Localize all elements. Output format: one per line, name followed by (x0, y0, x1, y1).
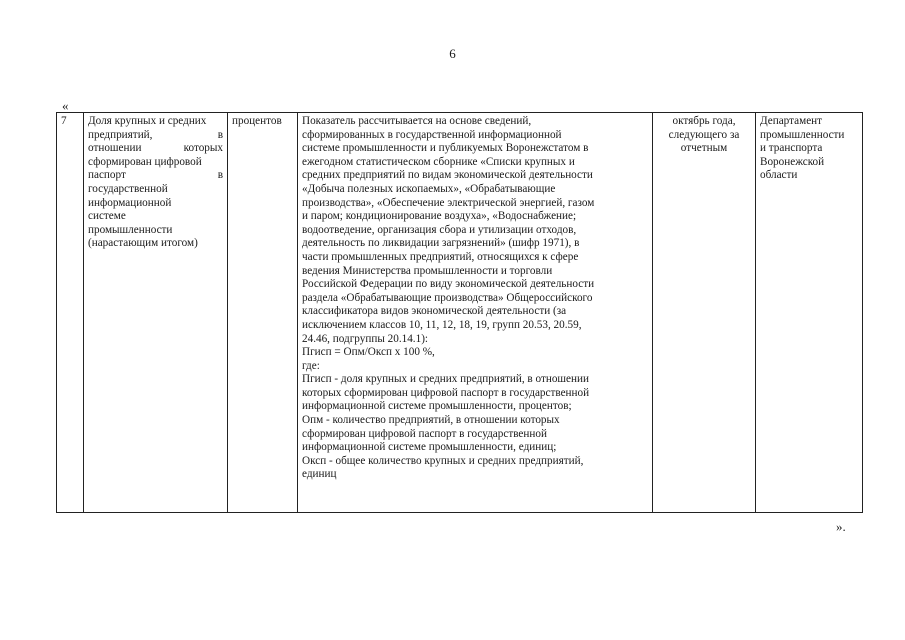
indicator-name-line (88, 142, 223, 156)
methodology-line: сформирован цифровой паспорт в государственной (302, 427, 547, 440)
methodology-line: водоотведение, организация сбора и утилизации отходов, (302, 223, 577, 236)
methodology-line: где: (302, 359, 320, 372)
responsible-line: Воронежской (760, 155, 825, 168)
indicator-name-word: которых (183, 142, 223, 155)
indicator-table (56, 112, 863, 513)
indicator-name-line (88, 237, 223, 251)
methodology-line: единиц (302, 468, 337, 481)
methodology-line: информационной системе промышленности, единиц; (302, 441, 557, 454)
deadline-line: отчетным (680, 142, 728, 155)
methodology-line: «Добыча полезных ископаемых», «Обрабатывающие (302, 182, 556, 195)
unit-text: процентов (232, 115, 282, 127)
indicator-name-word: в (217, 169, 223, 182)
methodology-line: и паром; кондиционирование воздуха», «Водоснабжение; (302, 210, 577, 223)
indicator-name-word: промышленности (88, 223, 173, 236)
methodology-line: информационной системе промышленности, процентов; (302, 400, 572, 413)
methodology-line: ежегодном статистическом сборнике «Списки крупных и (302, 155, 575, 168)
methodology-line: Российской Федерации по виду экономической деятельности (302, 278, 595, 291)
indicator-name-word: информационной (88, 196, 172, 209)
methodology-line: средних предприятий по видам экономической деятельности (302, 169, 593, 182)
indicator-name-line (88, 169, 223, 183)
indicator-name-word: сформирован цифровой (88, 155, 202, 168)
indicator-name-cell (84, 113, 228, 513)
row-number-cell (57, 113, 84, 513)
indicator-name-line (88, 156, 223, 170)
indicator-name-word: в (217, 128, 223, 141)
responsible-line: промышленности (760, 128, 845, 141)
methodology-line: исключением классов 10, 11, 12, 18, 19, групп 20.53, 20.59, (302, 318, 582, 331)
methodology-line: деятельность по ликвидации загрязнений» (шифр 1971), в (302, 237, 580, 250)
methodology-line: которых сформирован цифровой паспорт в государственной (302, 386, 590, 399)
methodology-line: раздела «Обрабатывающие производства» Общероссийского (302, 291, 593, 304)
indicator-name-line (88, 197, 223, 211)
methodology-line: Пгисп - доля крупных и средних предприятий, в отношении (302, 373, 589, 386)
methodology-line: 24.46, подгруппы 20.14.1): (302, 332, 429, 345)
indicator-name-line (88, 129, 223, 143)
table-row (57, 113, 863, 513)
methodology-line: Показатель рассчитывается на основе сведений, (302, 115, 532, 127)
methodology-line: производства», «Обеспечение электрической энергией, газом (302, 196, 595, 209)
methodology-line: Пгисп = Опм/Оксп х 100 %, (302, 346, 435, 359)
closing-quote: ». (836, 519, 846, 534)
indicator-name-word: отношении (88, 142, 142, 155)
methodology-line: части промышленных предприятий, относящихся к сфере (302, 250, 579, 263)
methodology-line: Опм - количество предприятий, в отношении которых (302, 414, 560, 427)
indicator-name-word: Доля крупных и средних (88, 115, 207, 127)
indicator-name-line (88, 210, 223, 224)
unit-cell (228, 113, 298, 513)
page-number: 6 (449, 46, 456, 61)
responsible-line: Департамент (760, 115, 823, 127)
methodology-line: ведения Министерства промышленности и торговли (302, 264, 553, 277)
deadline-cell (653, 113, 756, 513)
indicator-name-line (88, 115, 223, 129)
responsible-line: области (760, 169, 798, 182)
indicator-name-word: государственной (88, 182, 168, 195)
methodology-cell (298, 113, 653, 513)
opening-quote: « (62, 98, 69, 113)
indicator-name-word: предприятий, (88, 128, 153, 141)
methodology-line: классификатора видов экономической деятельности (за (302, 305, 567, 318)
methodology-line: Оксп - общее количество крупных и средних предприятий, (302, 454, 584, 467)
methodology-line: системе промышленности и публикуемых Воронежстатом в (302, 142, 589, 155)
indicator-name-line (88, 224, 223, 238)
row-number: 7 (61, 115, 67, 127)
responsible-line: и транспорта (760, 142, 823, 155)
deadline-line: следующего за (668, 128, 740, 141)
responsible-cell (756, 113, 863, 513)
indicator-name-word: (нарастающим итогом) (88, 237, 198, 250)
indicator-name-line (88, 183, 223, 197)
methodology-line: сформированных в государственной информационной (302, 128, 562, 141)
indicator-name-word: паспорт (88, 169, 126, 182)
indicator-name-word: системе (88, 210, 126, 223)
deadline-line: октябрь года, (672, 115, 736, 127)
